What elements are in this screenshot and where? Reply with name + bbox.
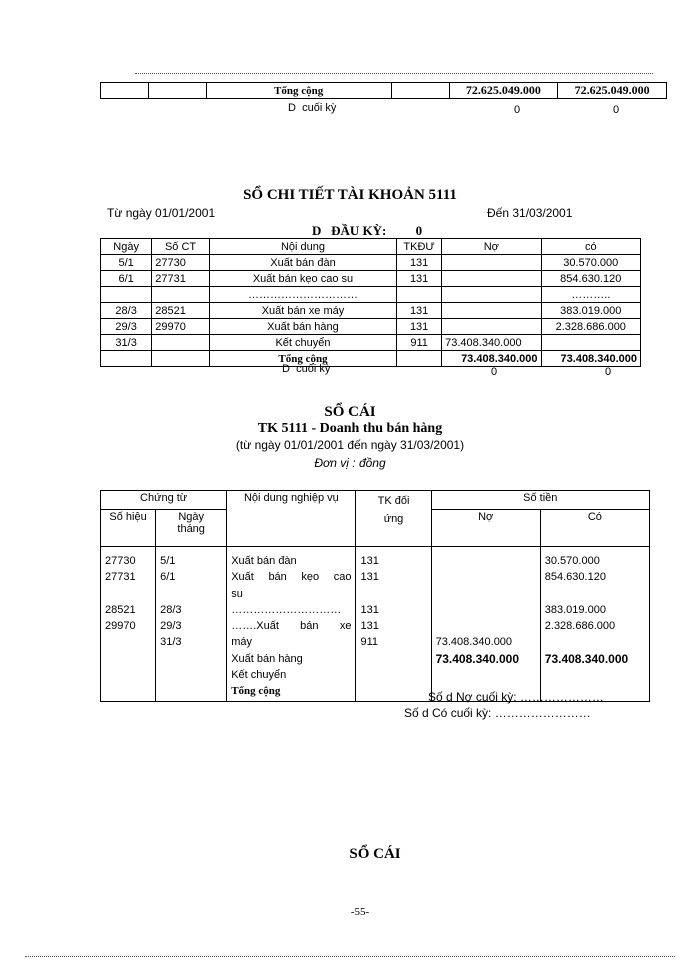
closing-balance-label: D cuối kỳ bbox=[282, 363, 331, 375]
cell: 73.408.340.000 bbox=[442, 335, 541, 351]
table-row bbox=[101, 319, 641, 335]
debit bbox=[436, 602, 536, 618]
cell: 854.630.120 bbox=[541, 271, 640, 287]
header-date-2: tháng bbox=[177, 523, 205, 535]
header-debit: Nợ bbox=[442, 239, 541, 255]
table-row bbox=[101, 287, 641, 303]
voucher-no: 28521 bbox=[105, 603, 136, 616]
next-section-title: SỔ CÁI bbox=[349, 846, 401, 862]
credit: 854.630.120 bbox=[544, 571, 606, 584]
closing-debit-line: Số d Nợ cuối kỳ: ………………… bbox=[428, 690, 604, 704]
voucher-date: 6/1 bbox=[160, 571, 176, 584]
table-row bbox=[101, 255, 641, 271]
credit bbox=[545, 634, 645, 650]
cell: 29970 bbox=[152, 319, 210, 335]
contra-account: 131 bbox=[360, 555, 379, 567]
closing-credit-line: Số d Có cuối kỳ: …………………… bbox=[404, 706, 591, 720]
cell bbox=[397, 287, 442, 303]
cell bbox=[442, 303, 541, 319]
debit-column bbox=[431, 547, 540, 702]
cell: Kết chuyển bbox=[209, 335, 396, 351]
cell: 5/1 bbox=[101, 255, 152, 271]
cell: 131 bbox=[397, 271, 442, 287]
cell: 29/3 bbox=[101, 319, 152, 335]
header-debit: Nợ bbox=[431, 510, 540, 547]
cell bbox=[101, 351, 152, 367]
debit-total: 73.408.340.000 bbox=[435, 651, 519, 666]
header-voucher: Số CT bbox=[152, 239, 210, 255]
description-column bbox=[227, 547, 356, 702]
credit-total: 73.408.340.000 bbox=[541, 351, 640, 367]
previous-total-table bbox=[100, 82, 667, 99]
empty-cell bbox=[391, 83, 449, 99]
description: Xuất bán hàng bbox=[231, 652, 303, 665]
cell bbox=[152, 335, 210, 351]
total-label: Tổng cộng bbox=[206, 83, 391, 99]
header-contra-2: ứng bbox=[383, 513, 404, 525]
to-date: Đến 31/03/2001 bbox=[487, 206, 573, 220]
credit bbox=[545, 586, 645, 602]
cell: 131 bbox=[397, 319, 442, 335]
table-row bbox=[101, 303, 641, 319]
unit: Đơn vị : đồng bbox=[314, 456, 386, 470]
header-date-1: Ngày bbox=[178, 511, 204, 523]
cell bbox=[101, 287, 152, 303]
cell: Xuất bán hàng bbox=[209, 319, 396, 335]
credit-total: 72.625.049.000 bbox=[558, 83, 667, 99]
cell bbox=[152, 351, 210, 367]
table-row bbox=[101, 335, 641, 351]
voucher-no: 27730 bbox=[105, 555, 136, 567]
debit bbox=[436, 553, 536, 569]
cell: 911 bbox=[397, 335, 442, 351]
cell bbox=[152, 287, 210, 303]
period: (từ ngày 01/01/2001 đến ngày 31/03/2001) bbox=[235, 438, 465, 452]
contra-account: 911 bbox=[360, 636, 378, 649]
credit: 383.019.000 bbox=[544, 603, 606, 616]
voucher-date: 29/3 bbox=[160, 620, 182, 633]
cell: ……….. bbox=[541, 287, 640, 303]
description: máy bbox=[231, 636, 252, 649]
header-credit: có bbox=[541, 239, 640, 255]
description: Kết chuyển bbox=[231, 669, 287, 682]
cell: 31/3 bbox=[101, 335, 152, 351]
header-description: Nội dung bbox=[209, 239, 396, 255]
voucher-date-column bbox=[156, 547, 227, 702]
header-date: Ngày bbox=[101, 239, 152, 255]
contra-account: 131 bbox=[360, 620, 379, 633]
credit: 30.570.000 bbox=[544, 555, 600, 567]
total-row bbox=[101, 351, 641, 367]
closing-balance-label: D cuối kỳ bbox=[288, 102, 337, 114]
header-voucher: Chứng từ bbox=[101, 491, 227, 510]
description: Xuất bán đàn bbox=[231, 555, 297, 567]
closing-debit: 0 bbox=[514, 104, 521, 116]
empty-cell bbox=[148, 83, 206, 99]
header-credit: Có bbox=[540, 510, 649, 547]
voucher-no-column bbox=[101, 547, 156, 702]
cell: 383.019.000 bbox=[541, 303, 640, 319]
voucher-date: 31/3 bbox=[160, 636, 182, 649]
detail-ledger-title: SỔ CHI TIẾT TÀI KHOẢN 5111 bbox=[243, 187, 457, 203]
debit-total: 72.625.049.000 bbox=[449, 83, 558, 99]
debit bbox=[436, 618, 536, 634]
header-amount: Số tiền bbox=[431, 491, 649, 510]
contra-account: 131 bbox=[360, 603, 379, 616]
cell bbox=[442, 255, 541, 271]
header-contra bbox=[356, 491, 431, 547]
cell bbox=[442, 287, 541, 303]
description: Xuất bán kẹo cao bbox=[231, 571, 352, 584]
empty-cell bbox=[101, 83, 149, 99]
cell: Xuất bán xe máy bbox=[209, 303, 396, 319]
cell: Xuất bán kẹo cao su bbox=[209, 271, 396, 287]
voucher-no: 27731 bbox=[105, 571, 136, 584]
description: …….Xuất bán xe bbox=[231, 620, 352, 633]
cell: 30.570.000 bbox=[541, 255, 640, 271]
cell: ………………………… bbox=[209, 287, 396, 303]
closing-credit: 0 bbox=[605, 366, 612, 378]
cell: 27730 bbox=[152, 255, 210, 271]
cell: 28521 bbox=[152, 303, 210, 319]
cell: 131 bbox=[397, 255, 442, 271]
general-ledger-table bbox=[100, 490, 650, 702]
debit-total: 73.408.340.000 bbox=[442, 351, 541, 367]
dotted-separator bbox=[25, 956, 675, 957]
cell: 2.328.686.000 bbox=[541, 319, 640, 335]
description: su bbox=[231, 587, 243, 600]
voucher-no bbox=[105, 586, 151, 602]
debit bbox=[436, 586, 536, 602]
cell bbox=[541, 335, 640, 351]
header-voucher-date bbox=[156, 510, 227, 547]
cell: 28/3 bbox=[101, 303, 152, 319]
debit bbox=[436, 569, 536, 585]
closing-debit: 0 bbox=[491, 366, 498, 378]
header-description: Nội dung nghiệp vụ bbox=[227, 491, 356, 547]
cell: Xuất bán đàn bbox=[209, 255, 396, 271]
description: ………………………… bbox=[231, 603, 342, 616]
voucher-no: 29970 bbox=[105, 620, 136, 633]
opening-balance: D ĐẦU KỲ: 0 bbox=[312, 223, 423, 238]
header-voucher-no: Số hiệu bbox=[101, 510, 156, 547]
total-label: Tổng cộng bbox=[209, 351, 396, 367]
cell: 6/1 bbox=[101, 271, 152, 287]
page-number: -55- bbox=[350, 906, 370, 918]
contra-account: 131 bbox=[360, 571, 379, 584]
cell bbox=[397, 351, 442, 367]
cell bbox=[442, 271, 541, 287]
account-title: TK 5111 - Doanh thu bán hàng bbox=[257, 421, 443, 436]
table-row bbox=[101, 271, 641, 287]
voucher-date: 28/3 bbox=[160, 603, 182, 616]
detail-ledger-table bbox=[100, 238, 641, 367]
from-date: Từ ngày 01/01/2001 bbox=[107, 206, 216, 220]
voucher-date: 5/1 bbox=[160, 555, 176, 567]
general-ledger-title: SỔ CÁI bbox=[324, 404, 376, 420]
debit: 73.408.340.000 bbox=[435, 636, 513, 649]
header-contra: TKĐƯ bbox=[397, 239, 442, 255]
credit-total: 73.408.340.000 bbox=[544, 651, 629, 666]
cell: 131 bbox=[397, 303, 442, 319]
cell: 27731 bbox=[152, 271, 210, 287]
cell bbox=[442, 319, 541, 335]
credit: 2.328.686.000 bbox=[544, 620, 616, 633]
contra-column bbox=[356, 547, 431, 702]
dotted-separator bbox=[135, 73, 653, 74]
total-label: Tổng cộng bbox=[231, 685, 281, 698]
credit-column bbox=[540, 547, 649, 702]
contra-account bbox=[360, 586, 426, 602]
voucher-date bbox=[160, 586, 222, 602]
header-contra-1: TK đối bbox=[377, 495, 410, 507]
table-header-row bbox=[101, 239, 641, 255]
closing-credit: 0 bbox=[613, 104, 620, 116]
